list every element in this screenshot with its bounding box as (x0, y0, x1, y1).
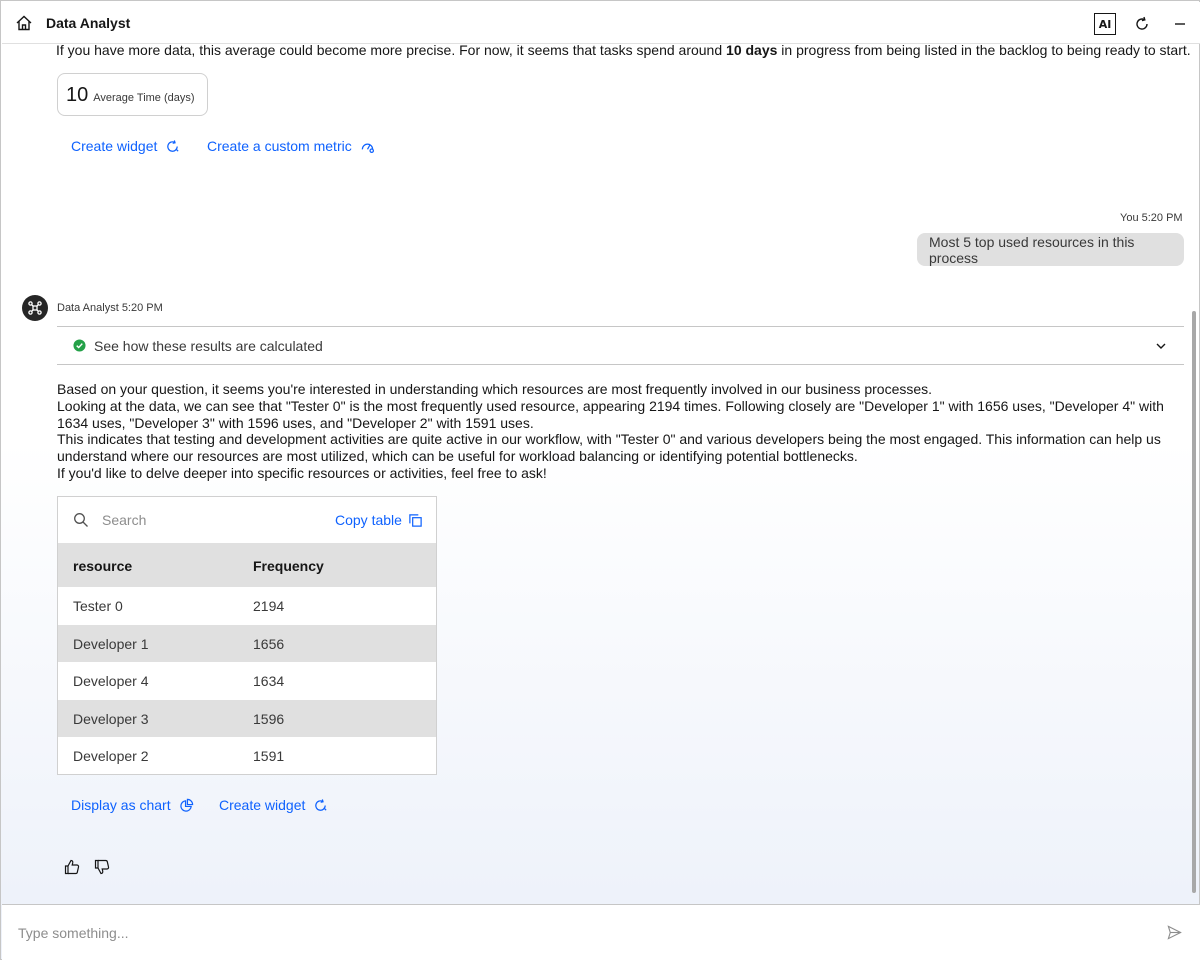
cell-frequency: 2194 (253, 598, 285, 614)
user-message-bubble (917, 233, 1184, 266)
results-table (57, 496, 437, 775)
create-widget-link[interactable] (219, 797, 328, 813)
cell-frequency: 1591 (253, 748, 285, 764)
pie-chart-icon (179, 798, 194, 813)
table-row (58, 587, 436, 625)
chevron-down-icon[interactable] (1154, 339, 1168, 353)
metric-label: Average Time (days) (93, 92, 195, 104)
widget-refresh-icon (313, 798, 328, 813)
copy-table-button[interactable] (335, 512, 423, 528)
ai-badge[interactable]: AI (1094, 13, 1116, 35)
cell-resource: Tester 0 (73, 598, 123, 614)
cell-resource: Developer 4 (73, 673, 149, 689)
metric-tile (57, 73, 208, 116)
custom-metric-label: Create a custom metric (207, 138, 352, 154)
table-row (58, 737, 436, 775)
previous-answer-line: If you have more data, this average could become more precise. For now, it seems that tasks spend around 10 days in progress from being listed in the backlog to being ready to start. (56, 44, 1191, 58)
answer-paragraph: This indicates that testing and development activities are quite active in our workflow, with "Tester 0" and various developers being the most engaged. This information can help us understand where our resources are most utilized, which can be useful for workload balancing or identifying potential bottlenecks. (57, 431, 1161, 465)
user-message-meta: You 5:20 PM (1120, 212, 1183, 224)
cell-resource: Developer 2 (73, 748, 149, 764)
success-check-icon (73, 339, 86, 352)
table-row (58, 625, 436, 663)
widget-refresh-icon (165, 139, 180, 154)
table-row (58, 662, 436, 700)
column-header-frequency[interactable]: Frequency (253, 558, 324, 574)
cell-frequency: 1634 (253, 673, 285, 689)
thumbs-down-icon[interactable] (94, 859, 110, 875)
answer-paragraph: Based on your question, it seems you're interested in understanding which resources are most frequently involved in our business processes. (57, 381, 933, 397)
create-widget-label: Create widget (219, 797, 306, 813)
assistant-avatar (22, 295, 48, 321)
answer-paragraph: If you'd like to delve deeper into specific resources or activities, feel free to ask! (57, 464, 547, 481)
create-widget-link-previous[interactable] (71, 138, 180, 154)
answer-paragraph: Looking at the data, we can see that "Tester 0" is the most frequently used resource, appearing 2194 times. Following closely are "Developer 1" with 1656 uses, "Developer 4" with 1634 uses, "Developer 3" with 1596 uses, and "Developer 2" with 1591 uses. (57, 397, 1164, 431)
metric-value: 10 (66, 84, 89, 106)
message-input[interactable] (18, 923, 1118, 943)
network-node-icon (27, 300, 43, 316)
highlighted-duration: 10 days (726, 44, 778, 58)
cell-frequency: 1656 (253, 635, 285, 652)
table-header (58, 543, 436, 587)
send-icon[interactable] (1167, 925, 1182, 940)
cell-resource: Developer 1 (73, 635, 149, 652)
header-title: Data Analyst (46, 15, 131, 31)
table-row (58, 700, 436, 738)
cell-frequency: 1596 (253, 710, 285, 727)
user-message-text: Most 5 top used resources in this process (929, 233, 1135, 266)
assistant-message-meta: Data Analyst 5:20 PM (57, 302, 163, 314)
create-custom-metric-link[interactable] (207, 138, 375, 154)
calculation-label: See how these results are calculated (94, 338, 323, 354)
header-bar (2, 2, 1200, 44)
assistant-answer (57, 381, 1187, 482)
refresh-icon[interactable] (1132, 14, 1152, 34)
chat-area[interactable] (2, 44, 1200, 904)
minimize-icon[interactable] (1170, 14, 1190, 34)
message-composer (2, 904, 1200, 960)
table-search-input[interactable] (102, 510, 302, 530)
create-widget-label: Create widget (71, 138, 158, 154)
calculation-accordion[interactable] (57, 326, 1184, 365)
copy-icon (408, 513, 423, 528)
home-icon[interactable] (14, 13, 34, 33)
copy-table-label: Copy table (335, 512, 402, 528)
display-as-chart-link[interactable] (71, 797, 194, 813)
display-as-chart-label: Display as chart (71, 797, 171, 813)
cell-resource: Developer 3 (73, 710, 149, 727)
column-header-resource[interactable]: resource (73, 558, 133, 574)
custom-metric-icon (360, 139, 375, 154)
search-icon (73, 512, 89, 528)
thumbs-up-icon[interactable] (64, 859, 80, 875)
table-search-bar (58, 497, 436, 543)
chat-scrollbar[interactable] (1192, 311, 1196, 893)
